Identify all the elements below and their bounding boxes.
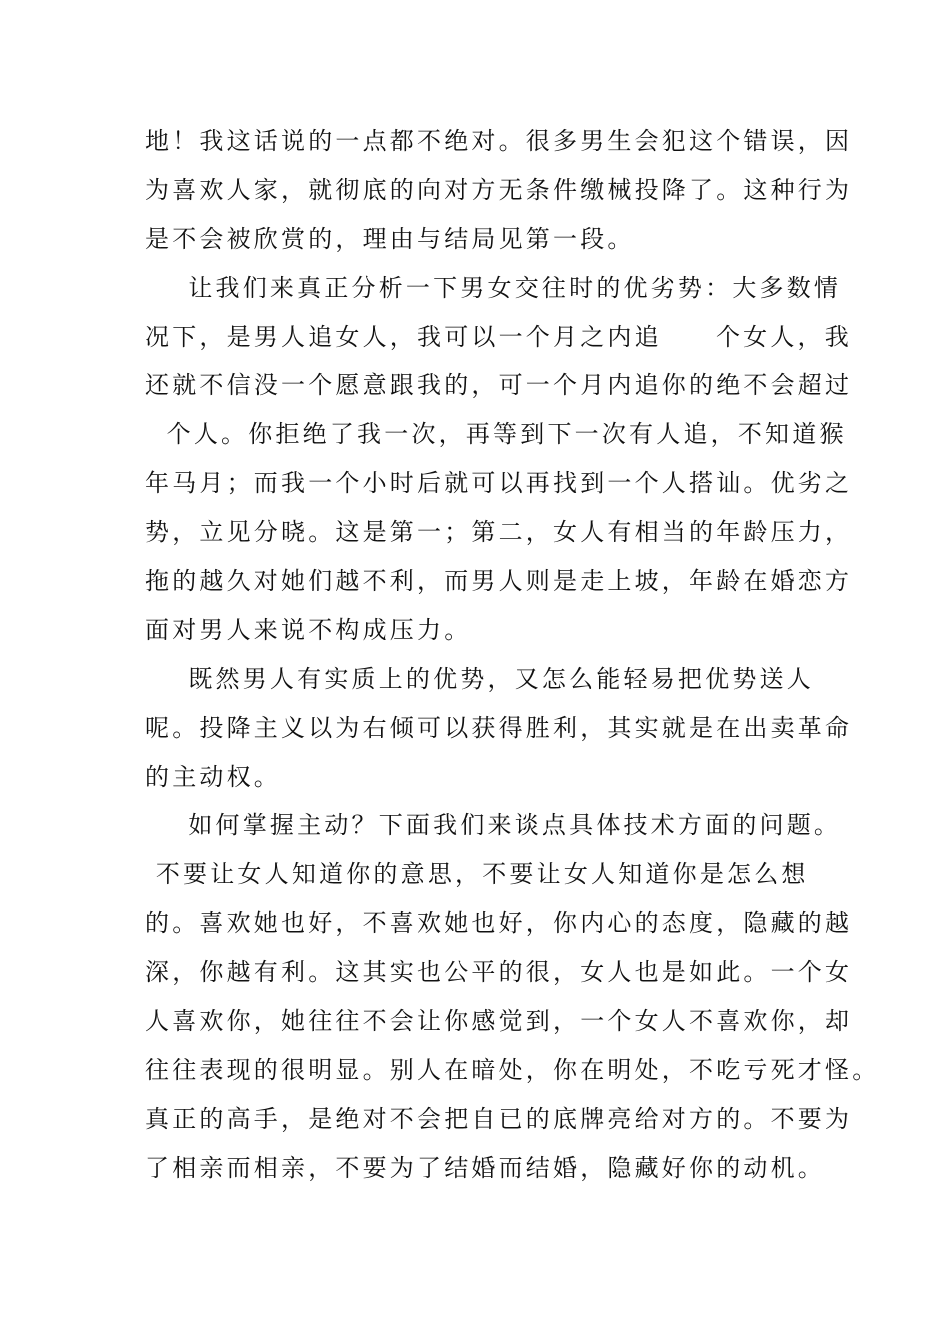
text-line: 如何掌握主动？下面我们来谈点具体技术方面的问题。	[145, 811, 842, 840]
text-line: 是不会被欣赏的，理由与结局见第一段。	[145, 224, 635, 253]
text-line: 往往表现的很明显。别人在暗处，你在明处，不吃亏死才怪。	[145, 1055, 880, 1084]
text-line: 的。喜欢她也好，不喜欢她也好，你内心的态度，隐藏的越	[145, 909, 853, 938]
text-line: 个人。你拒绝了我一次，再等到下一次有人追，不知道猴	[145, 420, 847, 449]
text-line: 人喜欢你，她往往不会让你感觉到，一个女人不喜欢你，却	[145, 1007, 853, 1036]
text-line: 不要让女人知道你的意思，不要让女人知道你是怎么想	[145, 860, 809, 889]
text-line: 况下，是男人追女人，我可以一个月之内追 个女人，我	[145, 322, 852, 351]
text-line: 年马月；而我一个小时后就可以再找到一个人搭讪。优劣之	[145, 469, 853, 498]
text-line: 面对男人来说不构成压力。	[145, 615, 472, 644]
text-line: 既然男人有实质上的优势，又怎么能轻易把优势送人	[145, 664, 814, 693]
text-line: 了相亲而相亲，不要为了结婚而结婚，隐藏好你的动机。	[145, 1153, 825, 1182]
text-line: 让我们来真正分析一下男女交往时的优劣势：大多数情	[145, 273, 842, 302]
text-line: 的主动权。	[145, 762, 281, 791]
text-line: 深，你越有利。这其实也公平的很，女人也是如此。一个女	[145, 958, 853, 987]
text-line: 还就不信没一个愿意跟我的，可一个月内追你的绝不会超过	[145, 371, 853, 400]
text-line: 拖的越久对她们越不利，而男人则是走上坡，年龄在婚恋方	[145, 567, 853, 596]
text-line: 真正的高手，是绝对不会把自已的底牌亮给对方的。不要为	[145, 1104, 853, 1133]
body-text	[145, 117, 880, 1193]
text-line: 势，立见分晓。这是第一；第二，女人有相当的年龄压力，	[145, 518, 853, 547]
text-line: 呢。投降主义以为右倾可以获得胜利，其实就是在出卖革命	[145, 713, 853, 742]
text-line: 为喜欢人家，就彻底的向对方无条件缴械投降了。这种行为	[145, 175, 853, 204]
text-line: 地！我这话说的一点都不绝对。很多男生会犯这个错误，因	[145, 127, 853, 155]
